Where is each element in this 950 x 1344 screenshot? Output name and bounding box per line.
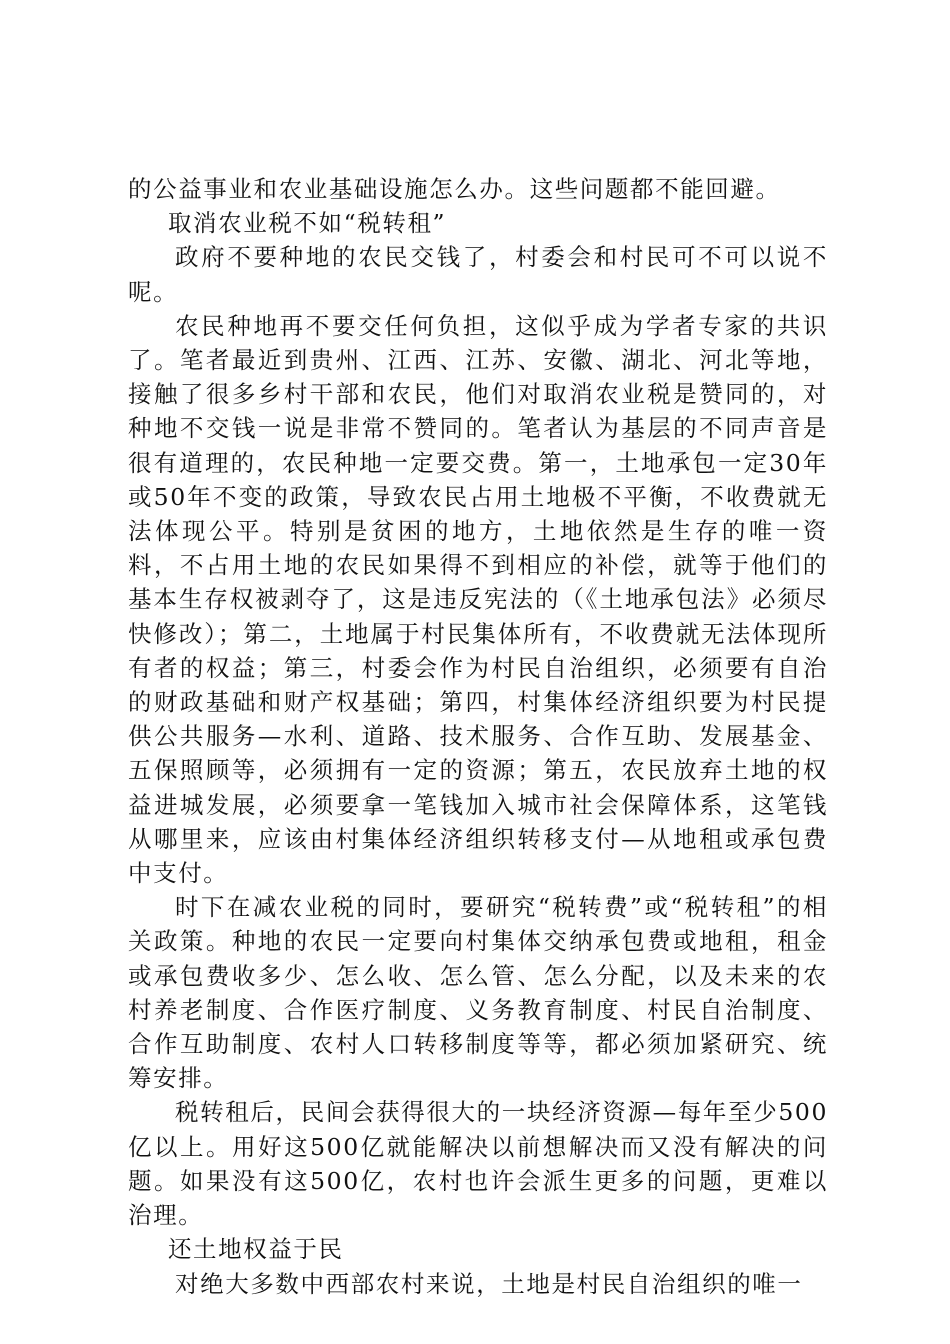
- paragraph-farmers-should-pay: 农民种地再不要交任何负担，这似乎成为学者专家的共识了。笔者最近到贵州、江西、江苏、安徽、湖北、河北等地，接触了很多乡村干部和农民，他们对取消农业税是赞同的，对种地不交钱一说是非常不赞同的。笔者认为基层的不同声音是很有道理的，农民种地一定要交费。第一，土地承包一定30年或50年不变的政策，导致农民占用土地极不平衡，不收费就无法体现公平。特别是贫困的地方，土地依然是生存的唯一资料，不占用土地的农民如果得不到相应的补偿，就等于他们的基本生存权被剥夺了，这是违反宪法的（《土地承包法》必须尽快修改）；第二，土地属于村民集体所有，不收费就无法体现所有者的权益；第三，村委会作为村民自治组织，必须要有自治的财政基础和财产权基础；第四，村集体经济组织要为村民提供公共服务—水利、道路、技术服务、合作互助、发展基金、五保照顾等，必须拥有一定的资源；第五，农民放弃土地的权益进城发展，必须要拿一笔钱加入城市社会保障体系，这笔钱从哪里来，应该由村集体经济组织转移支付—从地租或承包费中支付。: [128, 311, 828, 888]
- paragraph-economic-resources: 税转租后，民间会获得很大的一块经济资源—每年至少500亿以上。用好这500亿就能解决以前想解决而又没有解决的问题。如果没有这500亿，农村也许会派生更多的问题，更难以治理。: [128, 1098, 828, 1230]
- paragraph-government-question: 政府不要种地的农民交钱了，村委会和村民可不可以说不呢。: [128, 243, 828, 306]
- section-heading-land-rights: 还土地权益于民: [167, 1235, 344, 1264]
- paragraph-policy-research: 时下在减农业税的同时，要研究“税转费”或“税转租”的相关政策。种地的农民一定要向村集体交纳承包费或地租，租金或承包费收多少、怎么收、怎么管、怎么分配，以及未来的农村养老制度、合作医疗制度、义务教育制度、村民自治制度、合作互助制度、农村人口转移制度等等，都必须加紧研究、统筹安排。: [128, 893, 828, 1093]
- paragraph-continuation: 的公益事业和农业基础设施怎么办。这些问题都不能回避。: [128, 175, 781, 203]
- document-body: [128, 172, 828, 1301]
- section-heading-tax-to-rent: 取消农业税不如“税转租”: [167, 209, 447, 238]
- paragraph-land-rights-intro: 对绝大多数中西部农村来说，土地是村民自治组织的唯一: [175, 1269, 803, 1298]
